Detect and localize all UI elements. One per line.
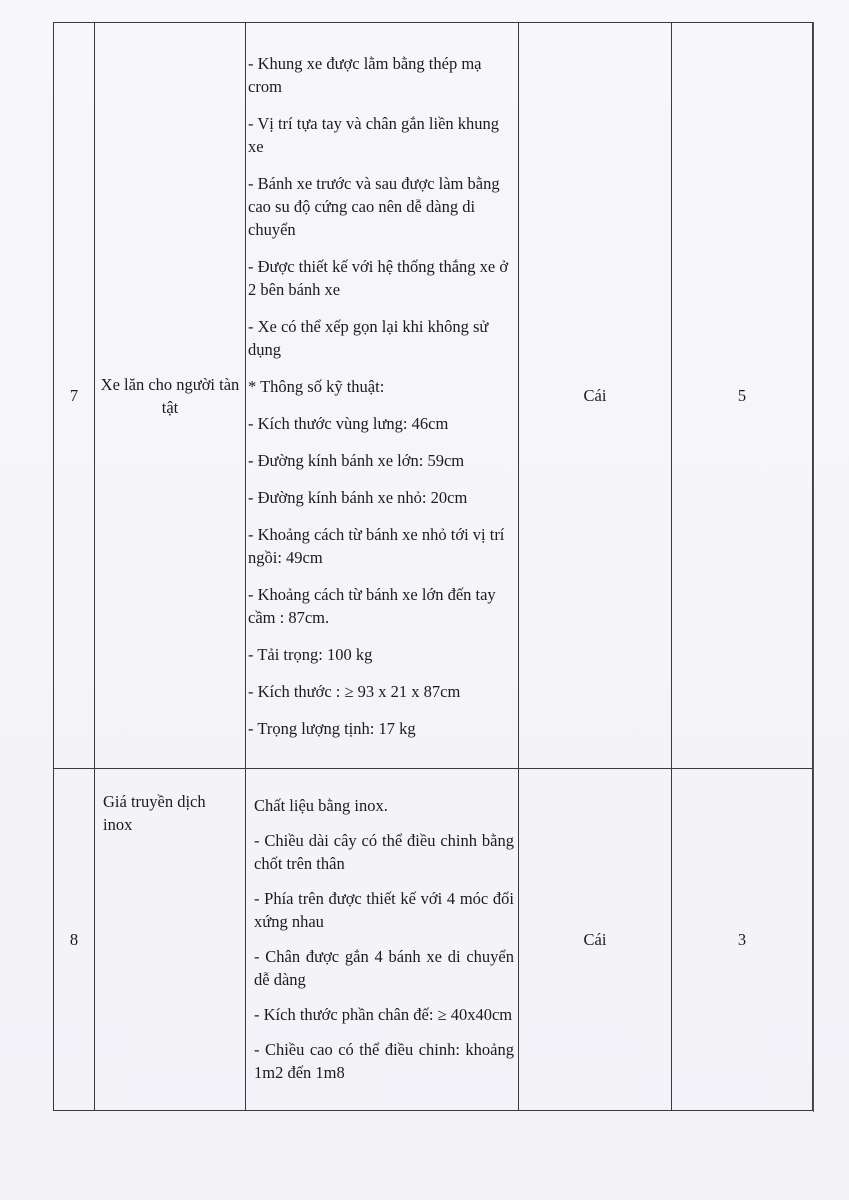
description-line: - Chiều cao có thể điều chinh: khoảng 1m2 đến 1m8 xyxy=(254,1039,514,1082)
description-line: - Xe có thể xếp gọn lại khi không sử dụng xyxy=(248,316,489,359)
table-row xyxy=(54,23,813,769)
description-line: - Tải trọng: 100 kg xyxy=(248,644,373,664)
description-line: - Kích thước : ≥ 93 x 21 x 87cm xyxy=(248,681,461,701)
item-name xyxy=(95,769,246,1111)
item-name-text: Giá truyền dịch inox xyxy=(103,791,206,834)
description-line: - Kích thước phần chân đế: ≥ 40x40cm xyxy=(254,1004,513,1024)
description-line: - Chân được gắn 4 bánh xe di chuyển dễ dàng xyxy=(254,946,514,989)
row-number: 7 xyxy=(54,23,95,769)
description-line: - Chiều dài cây có thể điều chinh bằng chốt trên thân xyxy=(254,830,514,873)
unit-cell: Cái xyxy=(519,769,672,1111)
quantity-cell: 3 xyxy=(672,769,813,1111)
description-line: Chất liệu bằng inox. xyxy=(254,795,388,815)
description-line: - Khoảng cách từ bánh xe nhỏ tới vị trí ngồi: 49cm xyxy=(248,524,505,567)
description-line: - Khoảng cách từ bánh xe lớn đến tay cầm : 87cm. xyxy=(248,584,496,627)
table-row xyxy=(54,769,813,1111)
quantity-cell: 5 xyxy=(672,23,813,769)
row-number: 8 xyxy=(54,769,95,1111)
description-line: - Vị trí tựa tay và chân gắn liền khung xe xyxy=(248,113,500,156)
equipment-spec-table xyxy=(53,22,813,1111)
page-border-line xyxy=(813,22,814,1112)
item-name: Xe lăn cho người tàn tật xyxy=(95,23,246,769)
description-line: - Phía trên được thiết kế với 4 móc đối xứng nhau xyxy=(254,888,514,931)
description-line: - Trọng lượng tịnh: 17 kg xyxy=(248,718,416,738)
item-description xyxy=(246,769,519,1111)
description-line: * Thông số kỹ thuật: xyxy=(248,376,385,396)
unit-cell: Cái xyxy=(519,23,672,769)
item-description xyxy=(246,23,519,769)
description-line: - Được thiết kế với hệ thống thắng xe ở 2 bên bánh xe xyxy=(248,256,509,299)
description-line: - Khung xe được lằm bằng thép mạ crom xyxy=(248,53,482,96)
description-line: - Đường kính bánh xe lớn: 59cm xyxy=(248,450,465,470)
description-line: - Đường kính bánh xe nhỏ: 20cm xyxy=(248,487,468,507)
description-line: - Bánh xe trước và sau được làm bằng cao su độ cứng cao nên dễ dàng di chuyển xyxy=(248,173,500,239)
description-line: - Kích thước vùng lưng: 46cm xyxy=(248,413,449,433)
